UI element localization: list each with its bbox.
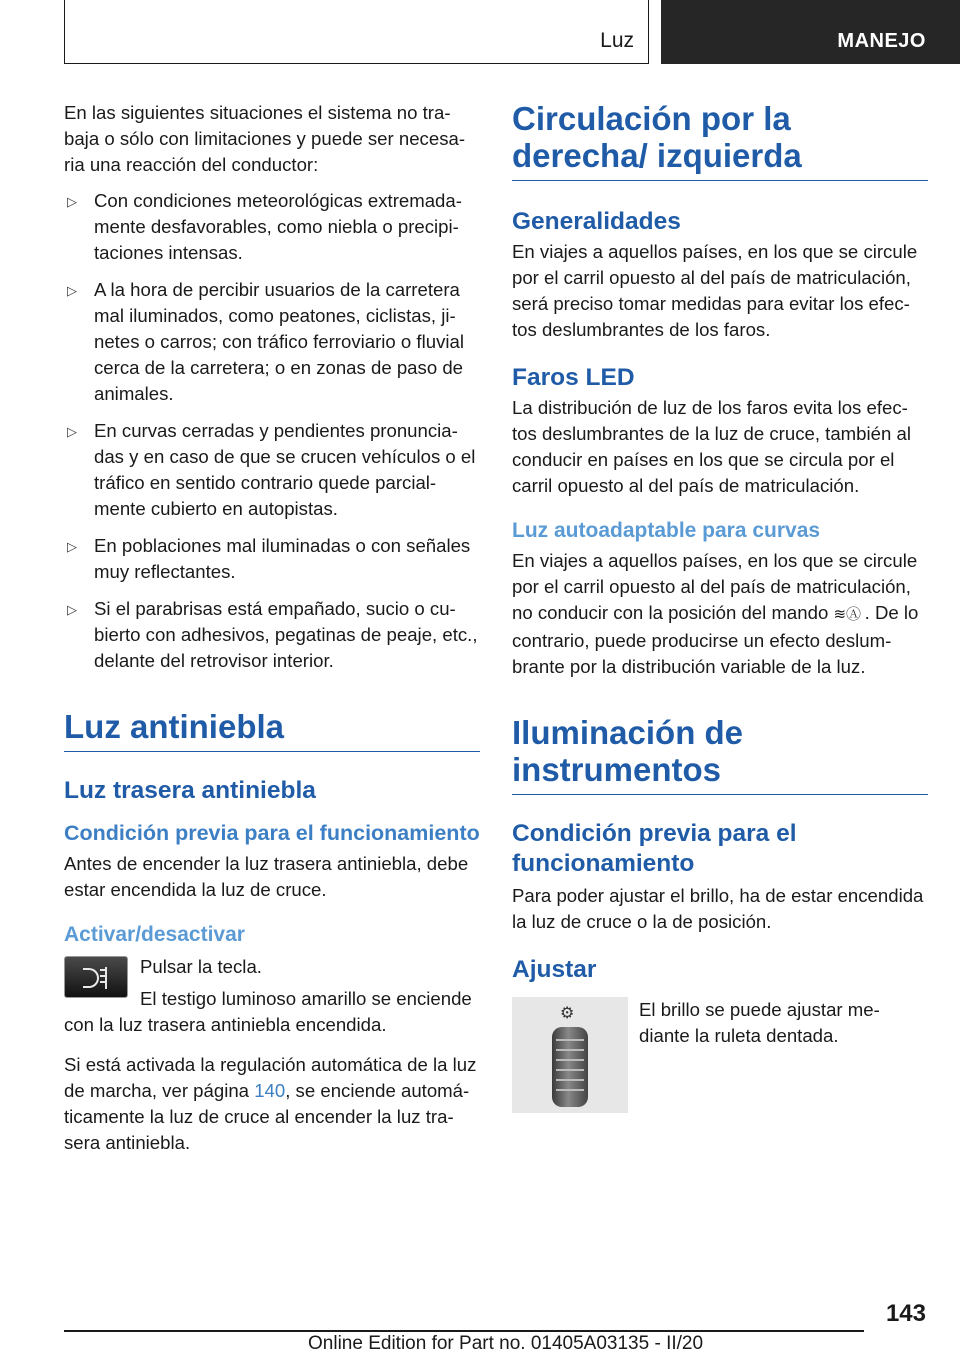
adjust-text: El brillo se puede ajustar me-diante la ruleta dentada. xyxy=(639,999,880,1046)
adjust-block xyxy=(512,997,928,1117)
list-item: ▷ Con condiciones meteorológicas extremada-mente desfavorables, como niebla o precipi-taciones intensas. xyxy=(67,190,462,263)
chapter-title: MANEJO xyxy=(837,30,926,52)
left-column xyxy=(64,100,480,1166)
auto-light-paragraph: Si está activada la regulación automática de la luz de marcha, ver página 140, se enciende automá-ticamente la luz de cruce al encender la luz tra-sera antiniebla. xyxy=(64,1054,477,1153)
list-item: ▷ A la hora de percibir usuarios de la carretera mal iluminados, como peatones, ciclistas, ji-netes o carros; con tráfico ferroviario o fluvial cerca de la carretera; o en zonas de paso de animales. xyxy=(67,279,464,404)
dimmer-wheel-icon: ⚙ xyxy=(512,997,628,1113)
conditions-list xyxy=(64,188,480,674)
heading-rear-fog: Luz trasera antiniebla xyxy=(64,777,316,804)
list-item: ▷ En curvas cerradas y pendientes pronuncia-das y en caso de que se crucen vehículos o el tráfico en sentido contrario quede parcial-mente cubierto en autopistas. xyxy=(67,420,476,519)
general-text: En viajes a aquellos países, en los que se circule por el carril opuesto al del país de matriculación, será preciso tomar medidas para evitar los efec-tos deslumbrantes de los faros. xyxy=(512,241,918,340)
heading-general: Generalidades xyxy=(512,208,681,235)
heading-curve-light: Luz autoadaptable para curvas xyxy=(512,519,821,542)
triangle-right-icon: ▷ xyxy=(67,602,77,617)
precondition-text: Antes de encender la luz trasera antiniebla, debe estar encendida la luz de cruce. xyxy=(64,853,469,900)
auto-headlight-icon: ≋Ⓐ xyxy=(833,606,862,623)
footer-edition: Online Edition for Part no. 01405A03135 - II/20 xyxy=(308,1333,704,1354)
section-title: Luz xyxy=(600,29,634,52)
header-chapter-box xyxy=(661,0,960,64)
heading-instrument-lighting: Iluminación de instrumentos xyxy=(512,714,928,795)
page-number: 143 xyxy=(885,1300,926,1327)
indicator-text: El testigo luminoso amarillo se enciende con la luz trasera antiniebla encendida. xyxy=(64,988,472,1035)
curve-text: En viajes a aquellos países, en los que se circule por el carril opuesto al del país de matriculación, no conducir con la posición del mando ≋Ⓐ . De lo contrario, puede producirse un efecto deslum-brante por la distribución variable de la luz. xyxy=(512,550,919,677)
precondition-2-text: Para poder ajustar el brillo, ha de estar encendida la luz de cruce o la de posición. xyxy=(512,885,924,932)
triangle-right-icon: ▷ xyxy=(67,194,77,209)
triangle-right-icon: ▷ xyxy=(67,539,77,554)
heading-precondition: Condición previa para el funcionamiento xyxy=(64,821,480,845)
list-item: ▷ Si el parabrisas está empañado, sucio o cu-bierto con adhesivos, pegatinas de peaje, etc., delante del retrovisor interior. xyxy=(67,598,478,671)
led-text: La distribución de luz de los faros evita los efec-tos deslumbrantes de la luz de cruce, también al conducir en países en los que se circula por el carril opuesto al del país de matriculación. xyxy=(512,397,911,496)
triangle-right-icon: ▷ xyxy=(67,283,77,298)
intro-paragraph: En las siguientes situaciones el sistema no tra-baja o sólo con limitaciones y puede ser necesa-ria una reacción del conductor: xyxy=(64,102,466,175)
heading-activate: Activar/desactivar xyxy=(64,923,245,946)
right-column xyxy=(512,100,928,1117)
footer-divider xyxy=(64,1330,864,1332)
heading-adjust: Ajustar xyxy=(512,956,597,983)
heading-traffic-side: Circulación por la derecha/ izquierda xyxy=(512,100,928,181)
header-section-box xyxy=(64,0,649,64)
heading-led: Faros LED xyxy=(512,364,635,391)
list-item: ▷ En poblaciones mal iluminadas o con señales muy reflectantes. xyxy=(67,535,471,582)
heading-fog-lights: Luz antiniebla xyxy=(64,708,480,752)
heading-precondition-2: Condición previa para el funcionamiento xyxy=(512,820,797,877)
activate-block xyxy=(64,954,480,1038)
page-link[interactable]: 140 xyxy=(254,1080,286,1101)
press-key-text: Pulsar la tecla. xyxy=(140,956,262,977)
rear-fog-light-icon xyxy=(64,956,128,998)
triangle-right-icon: ▷ xyxy=(67,424,77,439)
